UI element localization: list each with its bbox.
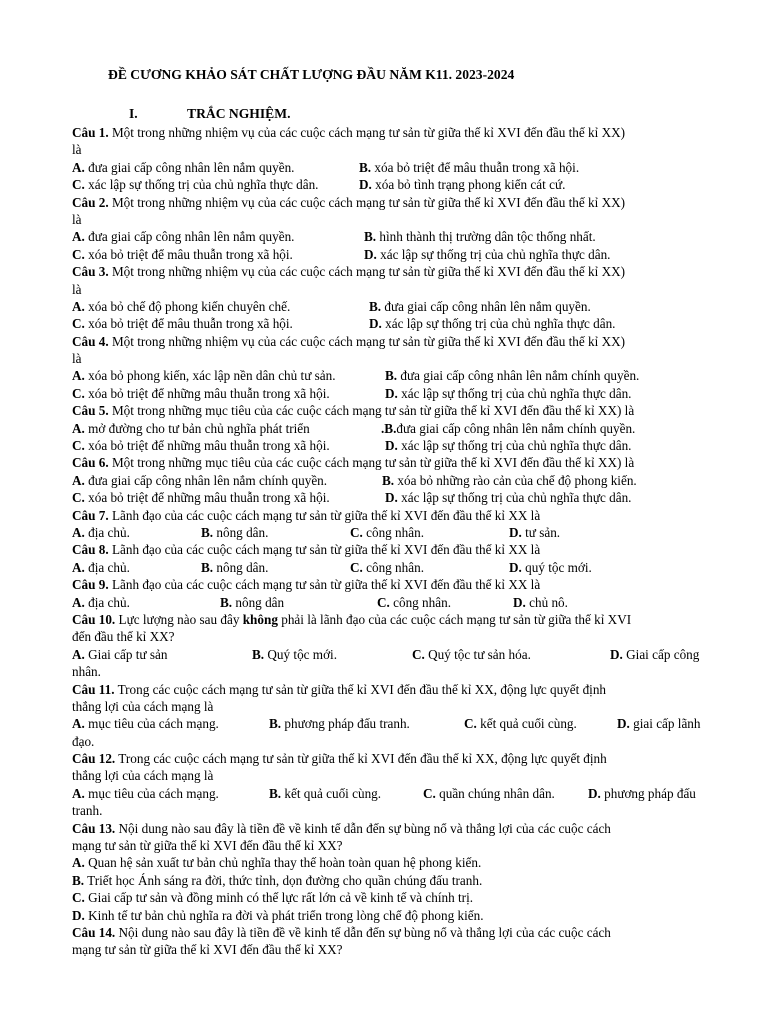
question-4-continuation: là: [72, 351, 82, 367]
question-11-continuation: thắng lợi của cách mạng là: [72, 698, 214, 714]
question-6-options-ab: [72, 472, 716, 489]
question-10-options: [72, 646, 716, 663]
option-c: C. xóa bỏ triệt để những mâu thuẫn trong xã hội.: [72, 490, 330, 506]
option-d: D. xác lập sự thống trị của chủ nghĩa thực dân.: [385, 385, 632, 401]
question-3-options-ab: [72, 298, 716, 315]
question-11: Câu 11. Trong các cuộc cách mạng tư sản từ giữa thế kỉ XVI đến đầu thế kỉ XX, động lực quyết định: [72, 681, 607, 697]
option-b: B. kết quả cuối cùng.: [269, 785, 382, 801]
question-1-continuation: là: [72, 142, 82, 158]
question-1: Câu 1. Một trong những nhiệm vụ của các cuộc cách mạng tư sản từ giữa thế kỉ XVI đến đầu thế kỉ XX): [72, 125, 626, 140]
question-13-option-a: A. Quan hệ sản xuất tư bản chủ nghĩa thay thế hoàn toàn quan hệ phong kiến.: [72, 855, 482, 871]
question-6: Câu 6. Một trong những mục tiêu của các cuộc cách mạng tư sản từ giữa thế kỉ XVI đến đầu thế kỉ XX) là: [72, 455, 635, 471]
option-d: D. Giai cấp công: [610, 646, 700, 662]
option-c: C. Quý tộc tư sản hóa.: [412, 646, 531, 662]
question-5-options-cd: [72, 437, 716, 454]
option-c: C. quần chúng nhân dân.: [423, 785, 555, 801]
question-13: Câu 13. Nội dung nào sau đây là tiền đề về kinh tế dẫn đến sự bùng nổ và thắng lợi của các cuộc cách: [72, 820, 611, 836]
option-c: C. xác lập sự thống trị của chủ nghĩa thực dân.: [72, 177, 319, 193]
question-3: Câu 3. Một trong những nhiệm vụ của các cuộc cách mạng tư sản từ giữa thế kỉ XVI đến đầu thế kỉ XX): [72, 264, 626, 280]
option-d: D. xác lập sự thống trị của chủ nghĩa thực dân.: [364, 246, 611, 262]
question-7: Câu 7. Lãnh đạo của các cuộc cách mạng tư sản từ giữa thế kỉ XVI đến đầu thế kỉ XX là: [72, 507, 541, 523]
option-a: A. mục tiêu của cách mạng.: [72, 716, 219, 732]
option-a: A. địa chủ.: [72, 524, 130, 540]
question-4-options-ab: [72, 367, 716, 384]
question-1-options-ab: [72, 159, 716, 176]
question-10-continuation: đến đầu thế kỉ XX?: [72, 629, 175, 645]
option-a: A. Giai cấp tư sản: [72, 646, 168, 662]
option-d: D. chủ nô.: [513, 594, 568, 610]
question-6-options-cd: [72, 489, 716, 506]
question-2-continuation: là: [72, 211, 82, 227]
question-11-options: [72, 715, 716, 732]
question-13-option-d: D. Kinh tế tư bản chủ nghĩa ra đời và phát triển trong lòng chế độ phong kiến.: [72, 907, 484, 923]
question-8: Câu 8. Lãnh đạo của các cuộc cách mạng tư sản từ giữa thế kỉ XVI đến đầu thế kỉ XX là: [72, 542, 541, 558]
option-b: B. nông dân.: [201, 524, 269, 540]
option-d: D. xác lập sự thống trị của chủ nghĩa thực dân.: [369, 316, 616, 332]
option-d: D. giai cấp lãnh: [617, 716, 701, 732]
option-b: .B.đưa giai cấp công nhân lên nắm chính quyền.: [381, 420, 636, 436]
question-13-option-b: B. Triết học Ánh sáng ra đời, thức tỉnh, dọn đường cho quần chúng đấu tranh.: [72, 872, 483, 888]
option-a: A. đưa giai cấp công nhân lên nắm quyền.: [72, 229, 295, 245]
question-13-continuation: mạng tư sản từ giữa thế kỉ XVI đến đầu thế kỉ XX?: [72, 838, 343, 854]
option-c: C. công nhân.: [377, 594, 451, 610]
option-a: A. mở đường cho tư bản chủ nghĩa phát triển: [72, 420, 310, 436]
option-c: C. công nhân.: [350, 524, 424, 540]
section-label: TRẮC NGHIỆM.: [187, 106, 291, 121]
question-10: Câu 10. Lực lượng nào sau đây không phải là lãnh đạo của các cuộc cách mạng tư sản từ giữa thế kỉ XVI: [72, 611, 632, 627]
option-b: B. xóa bỏ triệt để mâu thuẫn trong xã hội.: [359, 159, 580, 175]
question-list: [72, 124, 716, 959]
option-b: B. xóa bỏ những rào cản của chế độ phong kiến.: [382, 472, 637, 488]
question-11-option-d-continuation: đạo.: [72, 733, 95, 749]
question-9: Câu 9. Lãnh đạo của các cuộc cách mạng tư sản từ giữa thế kỉ XVI đến đầu thế kỉ XX là: [72, 577, 541, 593]
question-2-options-ab: [72, 228, 716, 245]
option-b: B. đưa giai cấp công nhân lên nắm chính quyền.: [385, 368, 640, 384]
question-1-options-cd: [72, 176, 716, 193]
option-a: A. mục tiêu của cách mạng.: [72, 785, 219, 801]
option-a: A. địa chủ.: [72, 559, 130, 575]
option-c: C. công nhân.: [350, 559, 424, 575]
option-d: D. quý tộc mới.: [509, 559, 592, 575]
question-9-options: [72, 594, 716, 611]
option-c: C. xóa bỏ triệt để mâu thuẫn trong xã hội.: [72, 316, 293, 332]
question-14-continuation: mạng tư sản từ giữa thế kỉ XVI đến đầu thế kỉ XX?: [72, 942, 343, 958]
option-d: D. phương pháp đấu: [588, 785, 696, 801]
option-b: B. Quý tộc mới.: [252, 646, 337, 662]
question-12: Câu 12. Trong các cuộc cách mạng tư sản từ giữa thế kỉ XVI đến đầu thế kỉ XX, động lực quyết định: [72, 751, 607, 767]
option-d: D. xác lập sự thống trị của chủ nghĩa thực dân.: [385, 490, 632, 506]
option-d: D. xóa bỏ tình trạng phong kiến cát cứ.: [359, 177, 566, 193]
question-12-continuation: thắng lợi của cách mạng là: [72, 768, 214, 784]
option-b: B. nông dân.: [201, 559, 269, 575]
document-title: ĐỀ CƯƠNG KHẢO SÁT CHẤT LƯỢNG ĐẦU NĂM K11. 2023-2024: [108, 67, 515, 82]
option-b: B. phương pháp đấu tranh.: [269, 716, 410, 732]
option-b: B. nông dân: [220, 594, 285, 610]
option-c: C. kết quả cuối cùng.: [464, 716, 577, 732]
option-d: D. tư sản.: [509, 524, 561, 540]
question-3-options-cd: [72, 315, 716, 332]
question-10-option-d-continuation: nhân.: [72, 664, 101, 680]
question-13-option-c: C. Giai cấp tư sản và đồng minh có thế lực rất lớn cả về kinh tế và chính trị.: [72, 890, 474, 906]
option-c: C. xóa bỏ triệt để những mâu thuẫn trong xã hội.: [72, 385, 330, 401]
option-c: C. xóa bỏ triệt để những mâu thuẫn trong xã hội.: [72, 438, 330, 454]
question-12-option-d-continuation: tranh.: [72, 803, 103, 819]
question-4-options-cd: [72, 385, 716, 402]
section-heading: [129, 106, 290, 122]
question-3-continuation: là: [72, 281, 82, 297]
question-12-options: [72, 785, 716, 802]
option-b: B. hình thành thị trường dân tộc thống nhất.: [364, 229, 596, 245]
option-b: B. đưa giai cấp công nhân lên nắm quyền.: [369, 298, 591, 314]
question-2-options-cd: [72, 246, 716, 263]
question-5: Câu 5. Một trong những mục tiêu của các cuộc cách mạng tư sản từ giữa thế kỉ XVI đến đầu thế kỉ XX) là: [72, 403, 635, 419]
option-a: A. đưa giai cấp công nhân lên nắm chính quyền.: [72, 472, 328, 488]
question-4: Câu 4. Một trong những nhiệm vụ của các cuộc cách mạng tư sản từ giữa thế kỉ XVI đến đầu thế kỉ XX): [72, 333, 626, 349]
option-a: A. địa chủ.: [72, 594, 130, 610]
question-8-options: [72, 559, 716, 576]
option-a: A. xóa bỏ phong kiến, xác lập nền dân chủ tư sản.: [72, 368, 336, 384]
question-14: Câu 14. Nội dung nào sau đây là tiền đề về kinh tế dẫn đến sự bùng nổ và thắng lợi của các cuộc cách: [72, 924, 611, 940]
question-7-options: [72, 524, 716, 541]
question-2: Câu 2. Một trong những nhiệm vụ của các cuộc cách mạng tư sản từ giữa thế kỉ XVI đến đầu thế kỉ XX): [72, 194, 626, 210]
option-a: A. xóa bỏ chế độ phong kiến chuyên chế.: [72, 298, 291, 314]
section-number: I.: [129, 106, 138, 121]
option-a: A. đưa giai cấp công nhân lên nắm quyền.: [72, 159, 295, 175]
question-5-options-ab: [72, 420, 716, 437]
option-c: C. xóa bỏ triệt để mâu thuẫn trong xã hội.: [72, 246, 293, 262]
option-d: D. xác lập sự thống trị của chủ nghĩa thực dân.: [385, 438, 632, 454]
